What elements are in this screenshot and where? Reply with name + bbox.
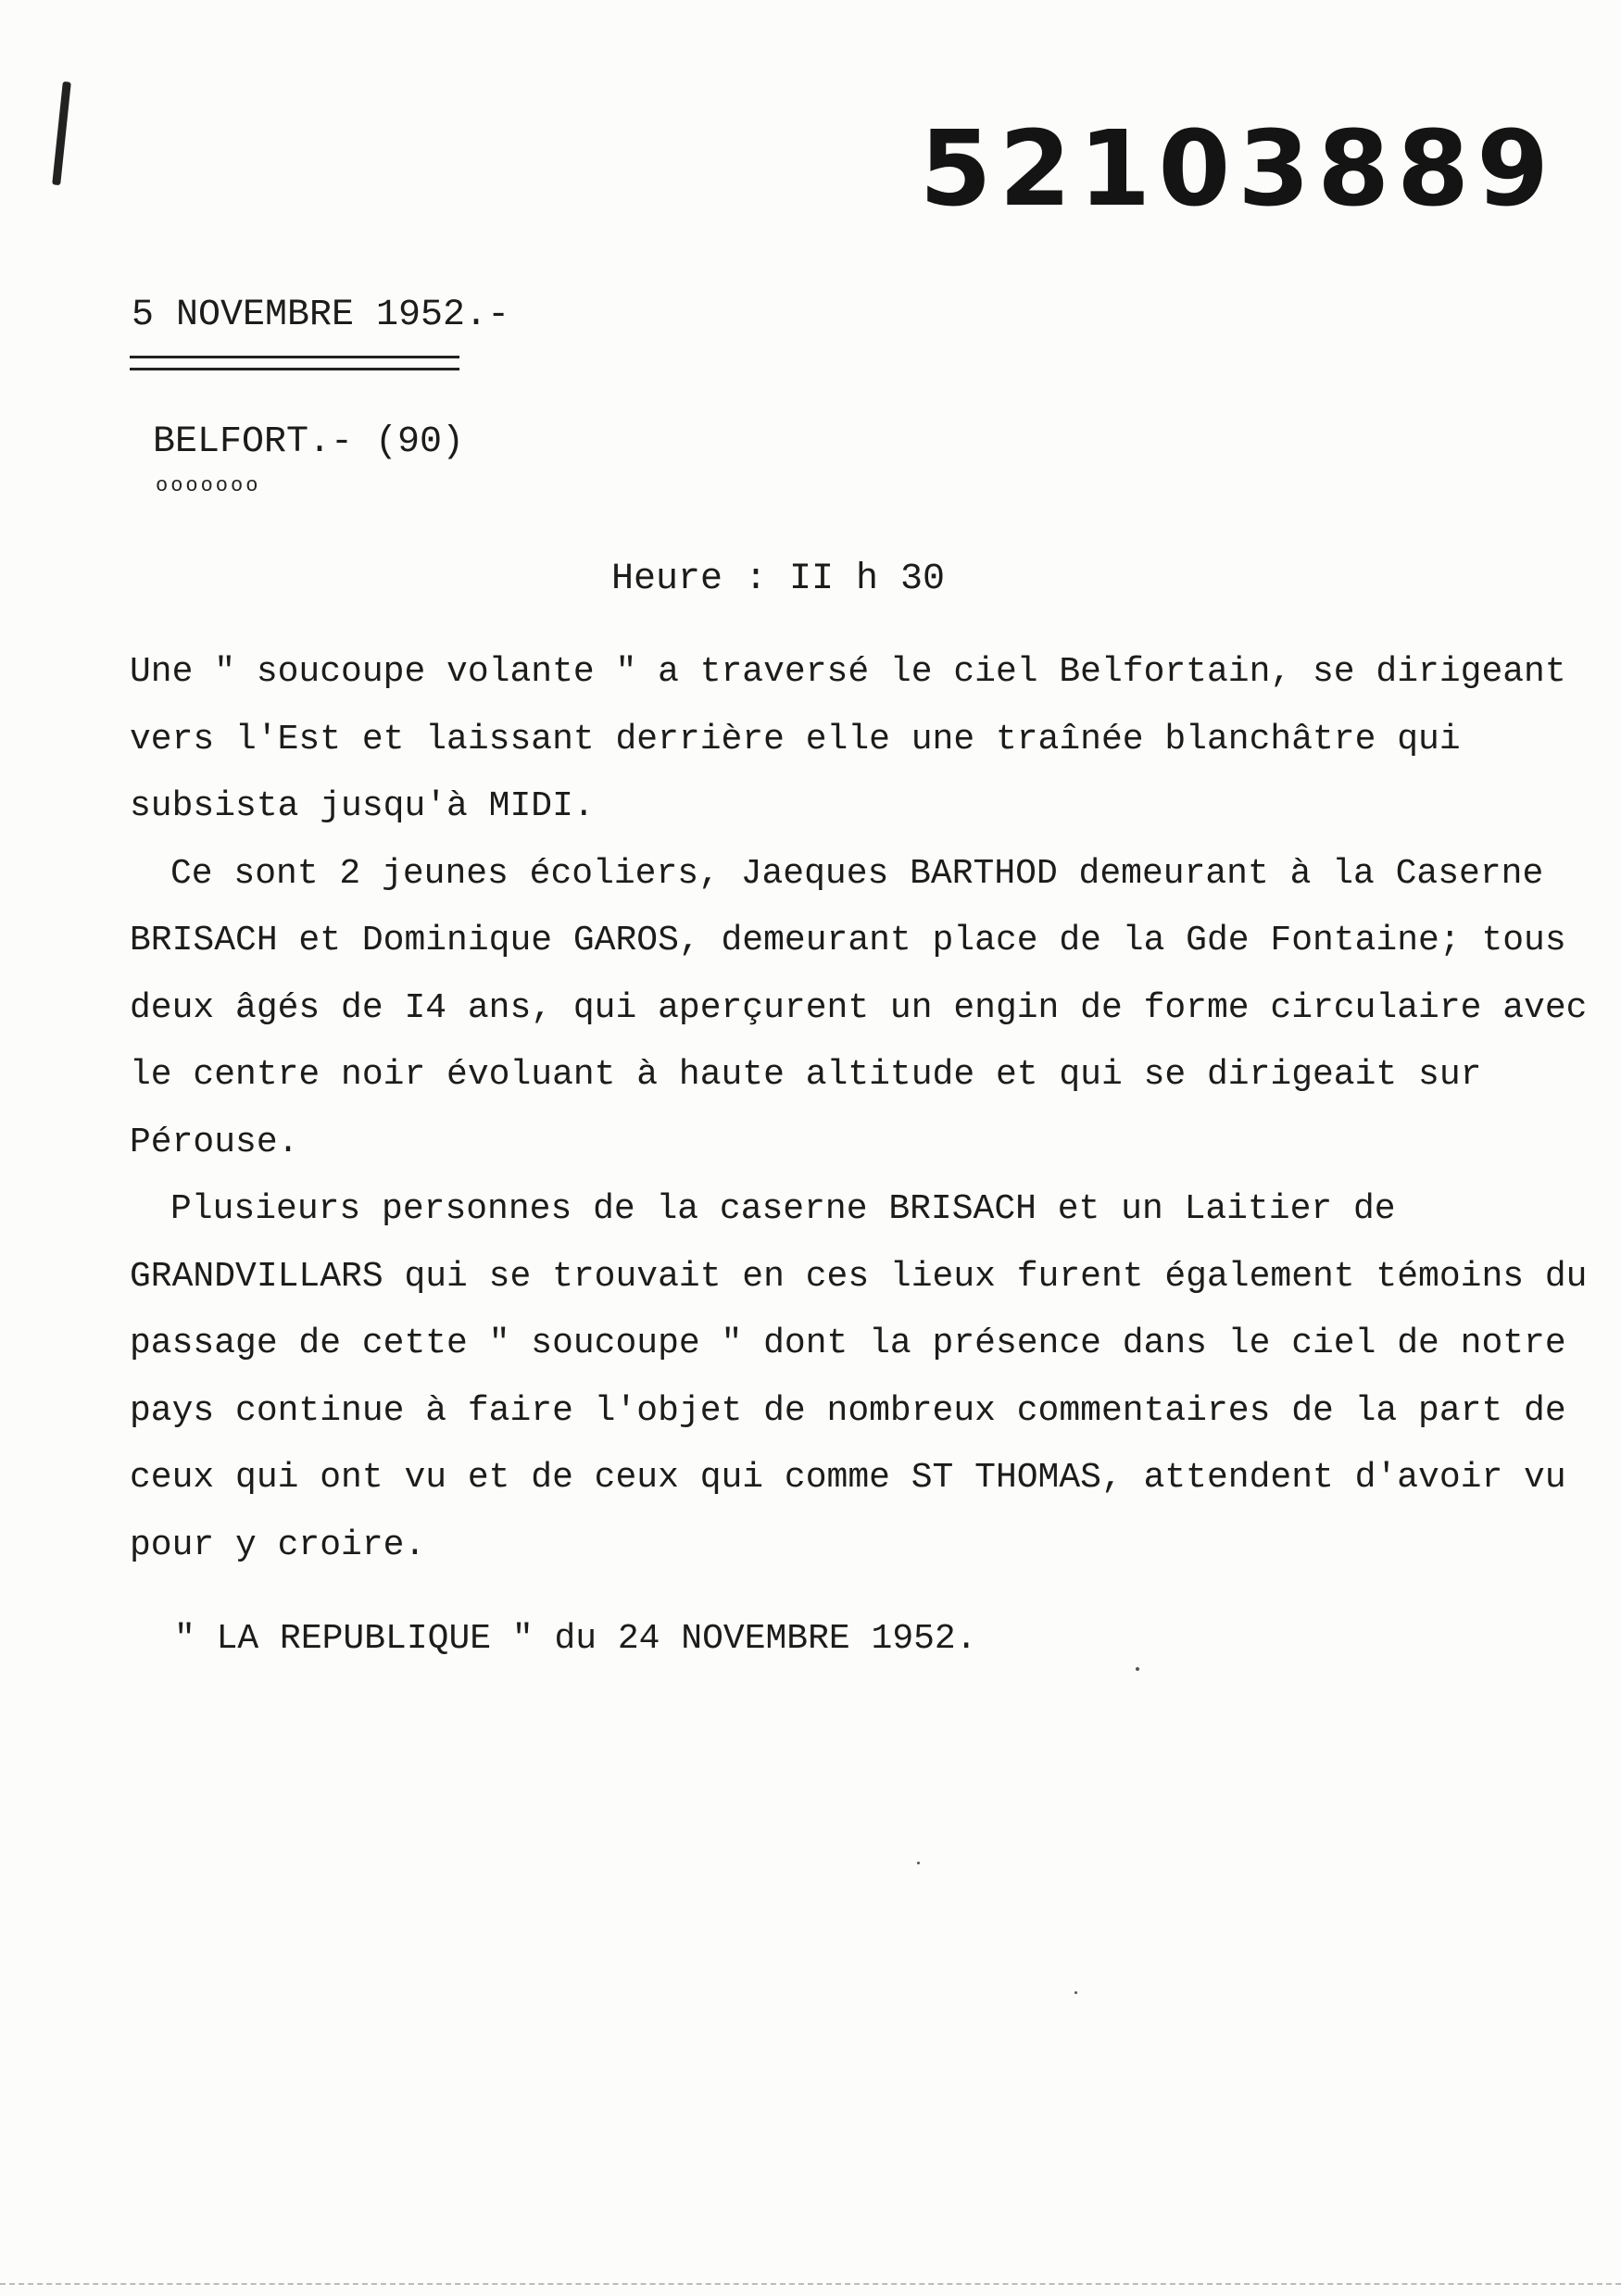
location-heading: BELFORT.- (90) [153, 421, 465, 463]
scan-speck [1136, 1667, 1139, 1671]
paragraph-2: Ce sont 2 jeunes écoliers, Jaeques BARTHOD demeurant à la Caserne BRISACH et Dominique GAROS, demeurant place de la Gde Fontaine; tous deux âgés de I4 ans, qui aperçurent un engin de forme circulaire avec le centre noir évoluant à haute altitude et qui se dirigeait sur Pérouse. [130, 853, 1588, 1162]
report-body [130, 639, 1593, 1579]
document-date: 5 NOVEMBRE 1952.- [132, 295, 510, 336]
source-citation: " LA REPUBLIQUE " du 24 NOVEMBRE 1952. [174, 1619, 977, 1659]
scan-speck [1074, 1991, 1077, 1994]
paragraph-1: Une " soucoupe volante " a traversé le ciel Belfortain, se dirigeant vers l'Est et laissant derrière elle une traînée blanchâtre qui subsista jusqu'à MIDI. [130, 652, 1566, 826]
margin-pen-mark [52, 82, 71, 185]
location-underline: ooooooo [156, 474, 261, 497]
scan-bottom-edge [0, 2283, 1621, 2286]
document-number: 52103889 [919, 109, 1556, 230]
paragraph-3: Plusieurs personnes de la caserne BRISACH et un Laitier de GRANDVILLARS qui se trouvait en ces lieux furent également témoins du passage de cette " soucoupe " dont la présence dans le ciel de notre pays continue à faire l'objet de nombreux commentaires de la part de ceux qui ont vu et de ceux qui comme ST THOMAS, attendent d'avoir vu pour y croire. [130, 1189, 1588, 1565]
date-double-underline [130, 356, 459, 370]
time-heading: Heure : II h 30 [611, 558, 946, 600]
scan-speck [917, 1862, 920, 1864]
